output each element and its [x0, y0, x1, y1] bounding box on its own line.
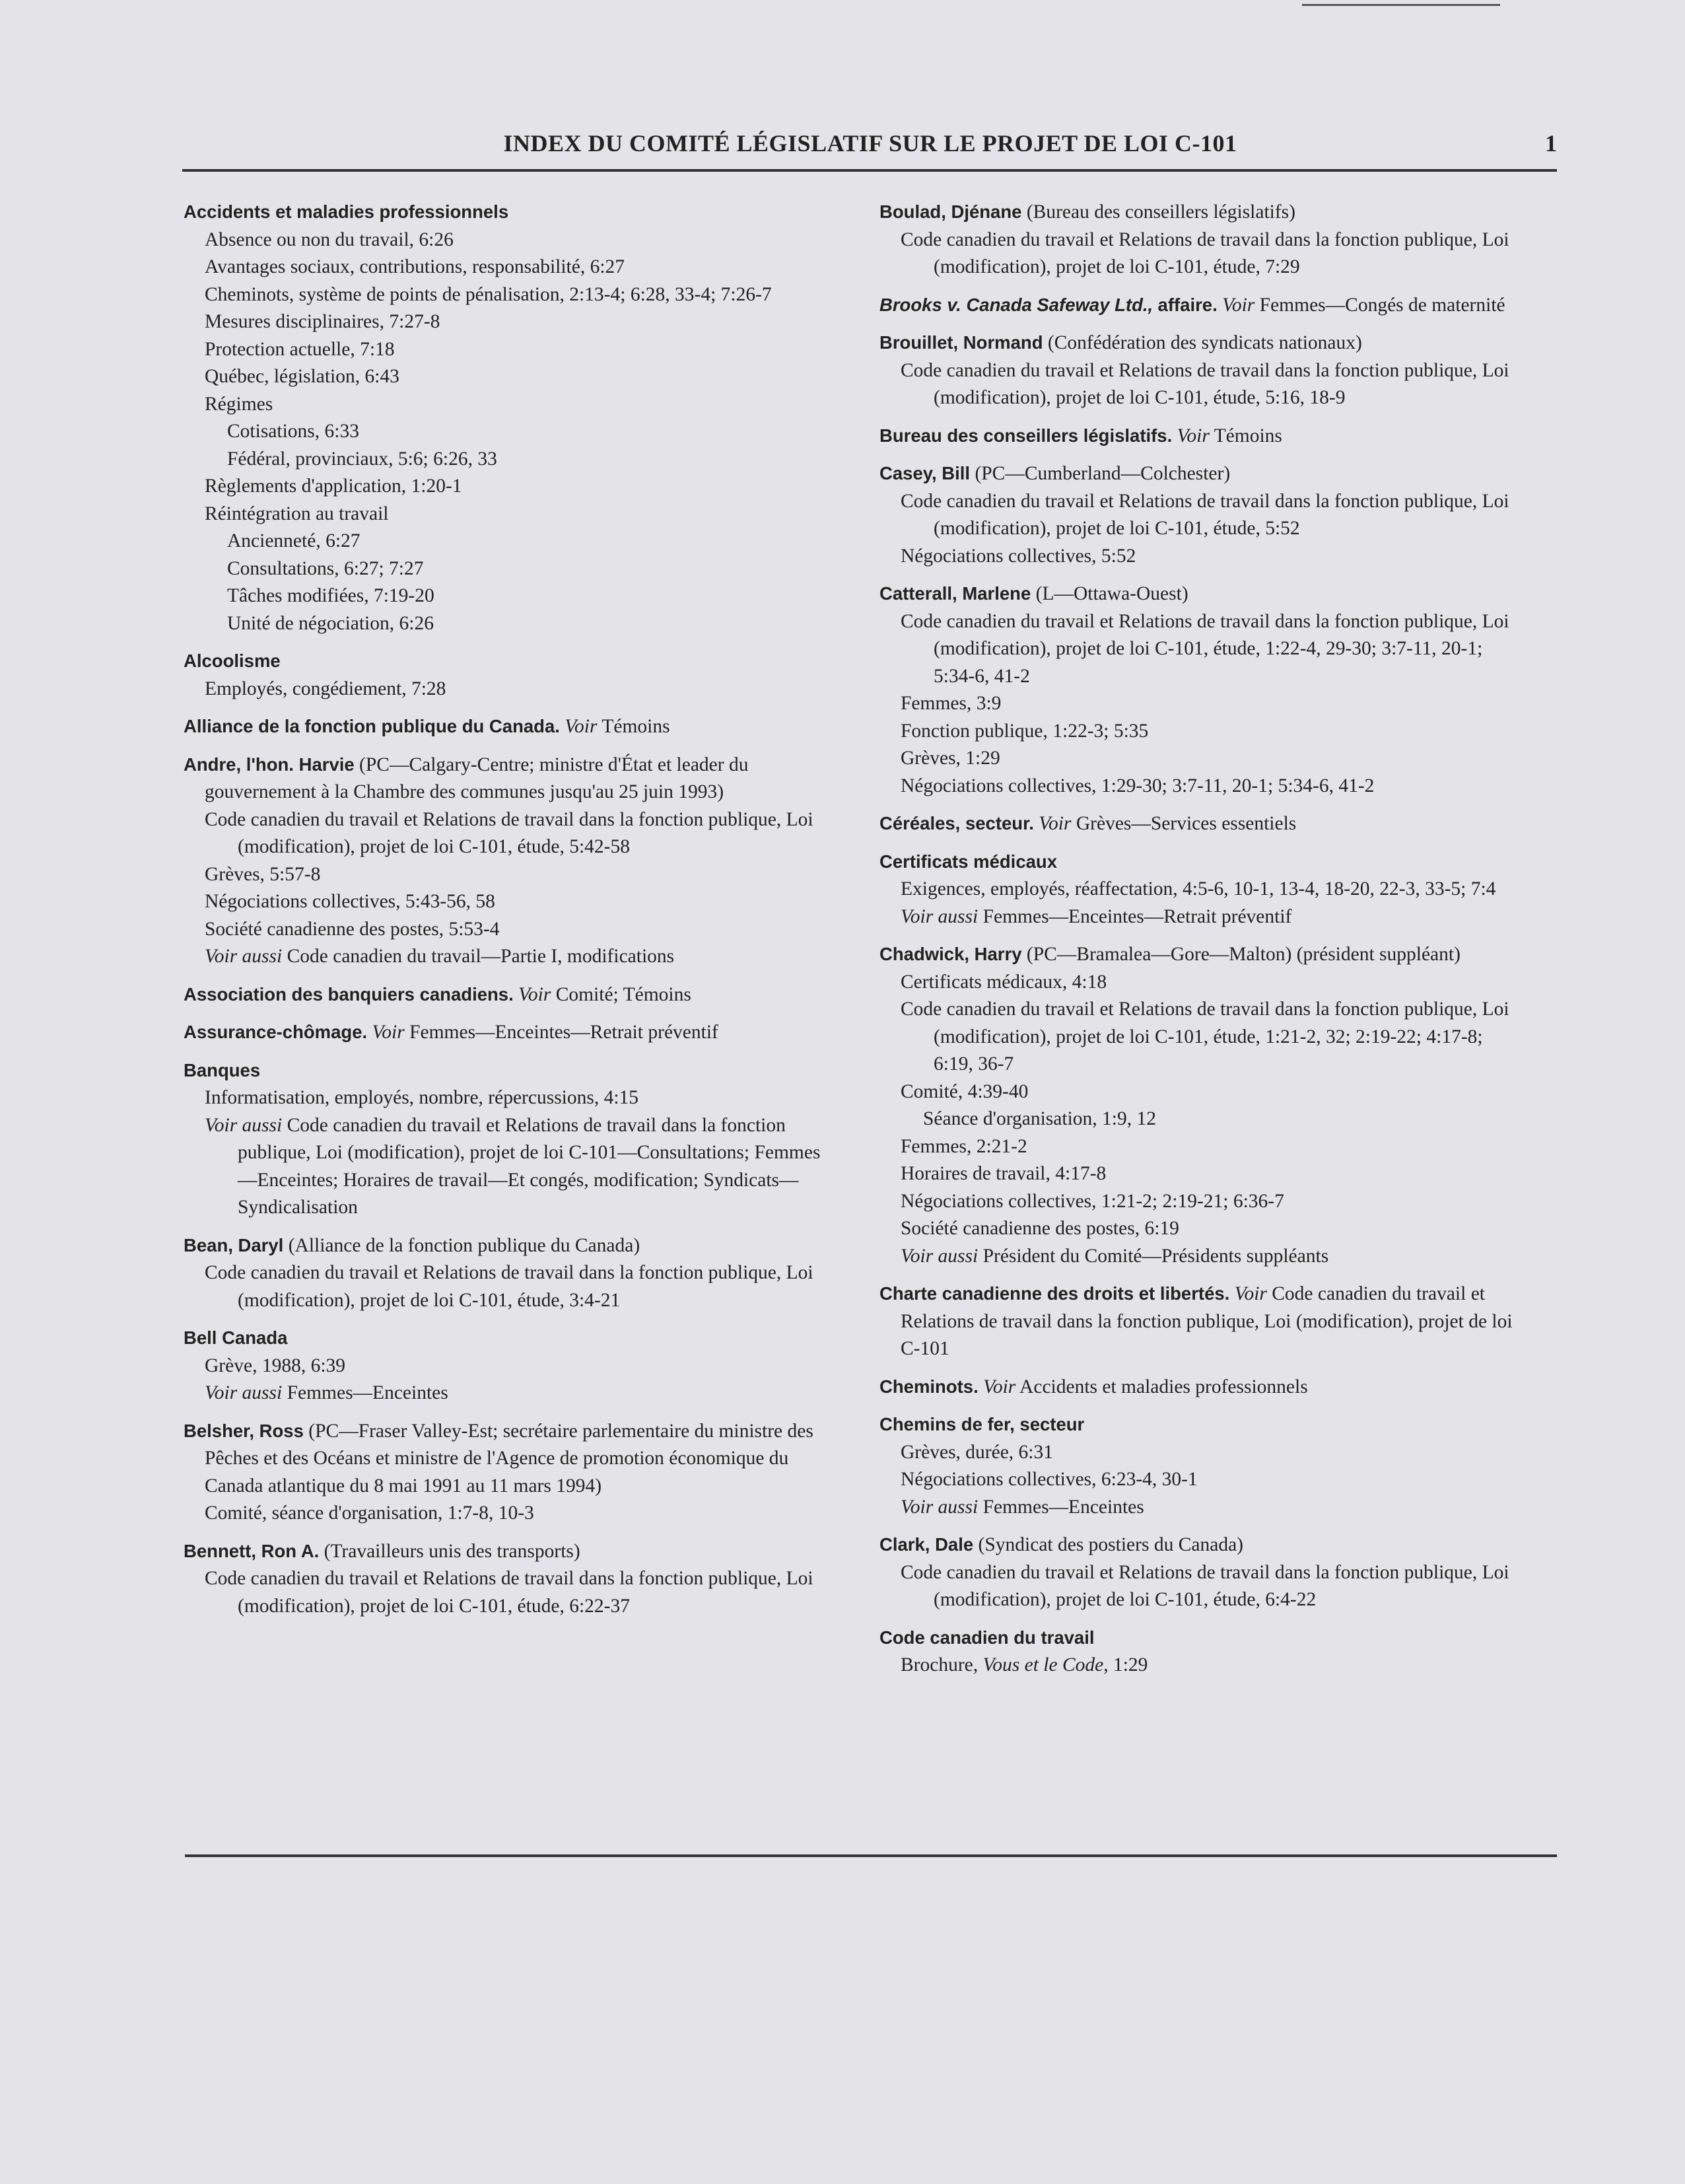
sub-entry-text: Brochure,: [901, 1654, 979, 1675]
sub-entry-text: Femmes, 2:21-2: [901, 1135, 1027, 1157]
sub-entry-text: Employés, congédiement, 7:28: [205, 678, 446, 699]
entry-heading-term: Cheminots.: [879, 1376, 979, 1397]
sub-entry: [184, 861, 827, 889]
sub-entry: [879, 773, 1523, 800]
sub-entry-text: Président du Comité—Présidents suppléants: [982, 1245, 1329, 1267]
see-also-label: Voir aussi: [205, 946, 283, 967]
sub-entry: [184, 676, 827, 703]
sub-entry-text: Comité, séance d'organisation, 1:7-8, 10-3: [205, 1502, 534, 1524]
sub-entry-text: Règlements d'application, 1:20-1: [205, 476, 462, 497]
sub-entry-text: Tâches modifiées, 7:19-20: [227, 585, 434, 606]
sub-entry: [879, 876, 1523, 903]
sub-entry-text: Société canadienne des postes, 6:19: [901, 1218, 1179, 1239]
index-entry: [879, 1373, 1523, 1401]
sub-entry-text: Code canadien du travail et Relations de travail dans la fonction publique, Loi (modification), projet de loi C-101, étude, 6:4-22: [901, 1561, 1509, 1610]
entry-heading: [879, 198, 1523, 227]
sub-entry: [184, 806, 827, 861]
index-entry: [184, 1057, 827, 1222]
sub-entry: [879, 718, 1523, 746]
entry-heading: [879, 1280, 1523, 1363]
sub-entry-text: Québec, législation, 6:43: [205, 366, 399, 387]
sub-entry-text: Femmes, 3:9: [901, 693, 1002, 714]
page-title: INDEX DU COMITÉ LÉGISLATIF SUR LE PROJET DE LOI C-101: [503, 130, 1237, 157]
sub-entry-text: Informatisation, employés, nombre, répercussions, 4:15: [205, 1087, 639, 1108]
entry-heading: [879, 1624, 1523, 1652]
see-also-label: Voir aussi: [901, 1496, 979, 1518]
entry-heading-detail: Comité; Témoins: [555, 983, 691, 1005]
entry-heading-term: Alliance de la fonction publique du Canada.: [184, 716, 560, 736]
see-reference-label: Voir: [518, 983, 551, 1005]
sub-entry: [879, 996, 1523, 1078]
sub-entry-text: Grèves, durée, 6:31: [901, 1441, 1054, 1463]
sub-entry-text: Régimes: [205, 393, 273, 415]
entry-heading-term: Accidents et maladies professionnels: [184, 201, 509, 222]
sub-entry: [879, 1188, 1523, 1216]
see-reference-label: Voir: [1222, 294, 1255, 316]
entry-heading-term: Chemins de fer, secteur: [879, 1414, 1085, 1434]
sub-entry: [879, 1559, 1523, 1614]
sub-entry: [184, 1353, 827, 1380]
sub-entry: [184, 1500, 827, 1528]
sub-sub-entry: [184, 610, 827, 638]
entry-heading: [184, 1417, 827, 1500]
entry-heading-detail: (PC—Cumberland—Colchester): [975, 463, 1231, 484]
sub-entry: [879, 1466, 1523, 1494]
sub-entry-text: Fonction publique, 1:22-3; 5:35: [901, 720, 1149, 742]
sub-entry-text: Code canadien du travail et Relations de travail dans la fonction publique, Loi (modification), projet de loi C-101, étude, 5:52: [901, 490, 1509, 539]
entry-heading-detail: Code canadien du travail et Relations de travail dans la fonction publique, Loi (modification), projet de loi C-101: [901, 1283, 1513, 1359]
sub-entry-text: Femmes—Enceintes—Retrait préventif: [982, 905, 1292, 927]
sub-entry-text: Cheminots, système de points de pénalisation, 2:13-4; 6:28, 33-4; 7:26-7: [205, 283, 772, 305]
entry-heading: [184, 1537, 827, 1566]
entry-heading-term: Céréales, secteur.: [879, 813, 1034, 833]
sub-entry-text: Négociations collectives, 1:29-30; 3:7-11, 20-1; 5:34-6, 41-2: [901, 775, 1375, 796]
entry-heading: [184, 1324, 827, 1353]
entry-heading-term: Alcoolisme: [184, 651, 281, 671]
page-header: [184, 129, 1557, 169]
sub-entry-italic: Vous et le Code: [982, 1654, 1104, 1675]
entry-heading: [184, 751, 827, 806]
entry-heading-term: Association des banquiers canadiens.: [184, 983, 514, 1004]
sub-entry: [879, 745, 1523, 773]
sub-entry-text: Femmes—Enceintes: [982, 1496, 1144, 1518]
sub-entry: [879, 227, 1523, 281]
sub-entry: [184, 391, 827, 419]
sub-entry: [879, 1243, 1523, 1271]
sub-entry: [184, 254, 827, 281]
entry-heading-detail: (PC—Bramalea—Gore—Malton) (président suppléant): [1026, 944, 1461, 965]
see-reference-label: Voir: [372, 1022, 405, 1043]
sub-entry-text: Code canadien du travail et Relations de travail dans la fonction publique, Loi (modification), projet de loi C-101, étude, 5:16, 18-9: [901, 359, 1509, 408]
entry-heading: [879, 1373, 1523, 1401]
sub-entry: [879, 1078, 1523, 1106]
sub-sub-entry: [184, 446, 827, 474]
entry-heading-term: Belsher, Ross: [184, 1420, 304, 1441]
index-entry: [184, 1537, 827, 1621]
sub-entry-text: Consultations, 6:27; 7:27: [227, 557, 424, 579]
sub-entry-text: Code canadien du travail et Relations de travail dans la fonction publique, Loi (modification), projet de loi C-101, étude, 1:22-4, 29-30; 3:7-11, 20-1; 5:34-6, 41-2: [901, 610, 1509, 687]
entry-heading-term: Banques: [184, 1059, 261, 1080]
sub-entry: [879, 488, 1523, 543]
entry-heading: [879, 810, 1523, 838]
sub-entry: [184, 943, 827, 971]
see-also-label: Voir aussi: [205, 1114, 283, 1136]
entry-heading: [879, 329, 1523, 357]
entry-heading-term: Boulad, Djénane: [879, 201, 1022, 222]
entry-heading-detail: Accidents et maladies professionnels: [1019, 1376, 1308, 1397]
sub-entry-text: Grève, 1988, 6:39: [205, 1355, 346, 1376]
entry-heading-detail: (Confédération des syndicats nationaux): [1047, 332, 1362, 353]
entry-heading: [184, 713, 827, 741]
index-entry: [184, 1417, 827, 1528]
entry-heading-detail: (PC—Fraser Valley-Est; secrétaire parlementaire du ministre des Pêches et des Océans et ministre de l'Agence de promotion économique du Canada atlantique du 8 mai 1991 au 11 mars 1994): [205, 1420, 813, 1497]
sub-entry: [879, 1439, 1523, 1467]
sub-entry-text: Comité, 4:39-40: [901, 1080, 1029, 1102]
index-entry: [879, 810, 1523, 838]
sub-entry-text: Cotisations, 6:33: [227, 421, 359, 442]
entry-heading: [184, 981, 827, 1009]
sub-entry-text: Code canadien du travail et Relations de travail dans la fonction publique, Loi (modification), projet de loi C-101—Consultations; Femmes—Enceintes; Horaires de travail—Et congés, modification; Syndicats—Syndicalisation: [238, 1114, 821, 1218]
entry-heading-term: Andre, l'hon. Harvie: [184, 754, 355, 775]
see-reference-label: Voir: [565, 716, 598, 737]
entry-heading-detail: (Bureau des conseillers législatifs): [1026, 201, 1295, 223]
sub-entry-text: Unité de négociation, 6:26: [227, 612, 434, 634]
index-entry: [879, 1531, 1523, 1614]
entry-heading: [879, 1531, 1523, 1559]
entry-heading-term: Assurance-chômage.: [184, 1022, 368, 1042]
sub-entry-text: Horaires de travail, 4:17-8: [901, 1163, 1107, 1184]
sub-entry: [879, 1215, 1523, 1243]
sub-entry: [879, 1160, 1523, 1188]
index-entry: [184, 1232, 827, 1315]
see-also-label: Voir aussi: [901, 905, 979, 927]
right-column: [879, 198, 1523, 1689]
sub-entry: [879, 543, 1523, 571]
sub-entry: [184, 888, 827, 916]
entry-heading-detail: Femmes—Congés de maternité: [1259, 294, 1505, 316]
sub-entry: [184, 308, 827, 336]
entry-heading-detail: Femmes—Enceintes—Retrait préventif: [409, 1022, 718, 1043]
sub-entry-text: Fédéral, provinciaux, 5:6; 6:26, 33: [227, 448, 497, 470]
index-entry: [879, 329, 1523, 412]
sub-entry-text: Séance d'organisation, 1:9, 12: [923, 1108, 1156, 1129]
index-entry: [879, 291, 1523, 320]
entry-heading: [879, 580, 1523, 608]
entry-heading-term: Charte canadienne des droits et libertés.: [879, 1283, 1230, 1304]
entry-heading-term: Certificats médicaux: [879, 851, 1057, 872]
entry-heading-term: Bureau des conseillers législatifs.: [879, 425, 1173, 446]
sub-entry: [879, 969, 1523, 997]
sub-sub-entry: [184, 582, 827, 610]
sub-entry: [184, 281, 827, 309]
entry-heading-italic: Brooks v. Canada Safeway Ltd.,: [879, 294, 1153, 315]
entry-heading-term: Bean, Daryl: [184, 1234, 284, 1255]
index-entry: [184, 1018, 827, 1047]
footer-rule: [185, 1854, 1557, 1857]
entry-heading-detail: (Alliance de la fonction publique du Canada): [288, 1234, 640, 1256]
left-column: [184, 198, 827, 1630]
sub-sub-entry: [879, 1106, 1523, 1133]
sub-entry: [184, 1259, 827, 1314]
entry-heading: [184, 1057, 827, 1085]
index-entry: [184, 647, 827, 703]
sub-entry: [879, 608, 1523, 691]
entry-heading-detail: (Syndicat des postiers du Canada): [978, 1534, 1243, 1555]
sub-entry-text: Grèves, 1:29: [901, 748, 1000, 769]
entry-heading: [184, 647, 827, 676]
entry-heading-term: Casey, Bill: [879, 463, 971, 483]
sub-entry: [184, 1112, 827, 1222]
entry-heading-term: Bell Canada: [184, 1327, 288, 1348]
sub-entry-text: Exigences, employés, réaffectation, 4:5-6, 10-1, 13-4, 18-20, 22-3, 33-5; 7:4: [901, 878, 1496, 899]
sub-entry-text: Femmes—Enceintes: [287, 1382, 448, 1403]
entry-heading-term: Catterall, Marlene: [879, 583, 1031, 604]
index-entry: [184, 198, 827, 637]
index-entry: [184, 751, 827, 971]
sub-entry-text: Code canadien du travail et Relations de travail dans la fonction publique, Loi (modification), projet de loi C-101, étude, 7:29: [901, 229, 1509, 277]
entry-heading: [879, 1411, 1523, 1439]
entry-heading-detail: Témoins: [1214, 425, 1282, 446]
index-entry: [879, 422, 1523, 450]
index-entry: [184, 1324, 827, 1407]
sub-entry: [879, 690, 1523, 718]
index-entry: [879, 460, 1523, 570]
sub-entry: [879, 1652, 1523, 1679]
see-reference-label: Voir: [983, 1376, 1016, 1397]
sub-entry-text: Certificats médicaux, 4:18: [901, 971, 1107, 993]
sub-entry-text: Protection actuelle, 7:18: [205, 338, 395, 360]
entry-heading: [184, 1232, 827, 1260]
sub-entry-text: Société canadienne des postes, 5:53-4: [205, 918, 500, 940]
entry-heading-detail: Témoins: [602, 716, 670, 737]
sub-entry: [879, 1133, 1523, 1161]
entry-heading-term: affaire.: [1157, 294, 1218, 315]
entry-heading-term: Clark, Dale: [879, 1534, 974, 1555]
index-entry: [184, 981, 827, 1009]
sub-entry: [184, 473, 827, 501]
sub-entry-text: Négociations collectives, 1:21-2; 2:19-21; 6:36-7: [901, 1190, 1284, 1212]
sub-entry-text: Code canadien du travail et Relations de travail dans la fonction publique, Loi (modification), projet de loi C-101, étude, 5:42-58: [205, 808, 813, 857]
top-right-rule: [1302, 4, 1500, 6]
header-rule: [182, 169, 1557, 172]
index-entry: [879, 1280, 1523, 1363]
entry-heading: [879, 848, 1523, 876]
sub-entry: [184, 1565, 827, 1620]
entry-heading-detail: (L—Ottawa-Ouest): [1035, 583, 1188, 604]
entry-heading: [879, 460, 1523, 488]
entry-heading-term: Brouillet, Normand: [879, 332, 1043, 353]
entry-heading: [879, 291, 1523, 320]
sub-entry-text: Code canadien du travail et Relations de travail dans la fonction publique, Loi (modification), projet de loi C-101, étude, 1:21-2, 32; 2:19-22; 4:17-8; 6:19, 36-7: [901, 999, 1509, 1074]
sub-entry-text: Réintégration au travail: [205, 503, 389, 524]
sub-entry-text: Négociations collectives, 5:52: [901, 545, 1136, 567]
entry-heading-term: Chadwick, Harry: [879, 944, 1022, 964]
sub-entry-text: Grèves, 5:57-8: [205, 863, 321, 885]
index-entry: [879, 848, 1523, 931]
sub-entry: [184, 363, 827, 391]
see-reference-label: Voir: [1177, 425, 1210, 446]
entry-heading-detail: (PC—Calgary-Centre; ministre d'État et leader du gouvernement à la Chambre des communes jusqu'au 25 juin 1993): [205, 754, 749, 802]
sub-entry-text: Code canadien du travail et Relations de travail dans la fonction publique, Loi (modification), projet de loi C-101, étude, 3:4-21: [205, 1262, 813, 1311]
sub-entry-text: Négociations collectives, 5:43-56, 58: [205, 891, 495, 912]
entry-heading-term: Code canadien du travail: [879, 1627, 1095, 1648]
sub-sub-entry: [184, 555, 827, 583]
sub-entry: [184, 501, 827, 528]
sub-entry: [879, 1494, 1523, 1522]
sub-entry-tail: , 1:29: [1103, 1654, 1148, 1675]
see-also-label: Voir aussi: [205, 1382, 283, 1403]
sub-sub-entry: [184, 528, 827, 555]
sub-entry-text: Négociations collectives, 6:23-4, 30-1: [901, 1469, 1198, 1490]
see-reference-label: Voir: [1234, 1283, 1267, 1304]
see-reference-label: Voir: [1039, 813, 1072, 834]
entry-heading: [879, 422, 1523, 450]
sub-sub-entry: [184, 418, 827, 446]
index-entry: [879, 1624, 1523, 1679]
page-number: 1: [1545, 130, 1557, 157]
sub-entry: [184, 916, 827, 944]
sub-entry-text: Mesures disciplinaires, 7:27-8: [205, 311, 440, 332]
entry-heading-detail: Grèves—Services essentiels: [1076, 813, 1297, 834]
sub-entry: [184, 227, 827, 254]
sub-entry-text: Ancienneté, 6:27: [227, 530, 361, 551]
index-entry: [879, 198, 1523, 281]
index-entry: [879, 1411, 1523, 1521]
sub-entry: [879, 903, 1523, 931]
sub-entry: [184, 1084, 827, 1112]
sub-entry-text: Code canadien du travail—Partie I, modifications: [287, 946, 675, 967]
sub-entry: [879, 357, 1523, 412]
see-also-label: Voir aussi: [901, 1245, 979, 1267]
entry-heading: [879, 940, 1523, 969]
index-entry: [879, 580, 1523, 800]
index-entry: [184, 713, 827, 741]
entry-heading-term: Bennett, Ron A.: [184, 1540, 320, 1561]
entry-heading: [184, 198, 827, 227]
sub-entry-text: Absence ou non du travail, 6:26: [205, 229, 454, 250]
sub-entry-text: Avantages sociaux, contributions, responsabilité, 6:27: [205, 256, 625, 277]
entry-heading-detail: (Travailleurs unis des transports): [324, 1540, 580, 1562]
sub-entry-text: Code canadien du travail et Relations de travail dans la fonction publique, Loi (modification), projet de loi C-101, étude, 6:22-37: [205, 1568, 813, 1617]
index-entry: [879, 940, 1523, 1270]
sub-entry: [184, 1380, 827, 1407]
entry-heading: [184, 1018, 827, 1047]
sub-entry: [184, 336, 827, 364]
